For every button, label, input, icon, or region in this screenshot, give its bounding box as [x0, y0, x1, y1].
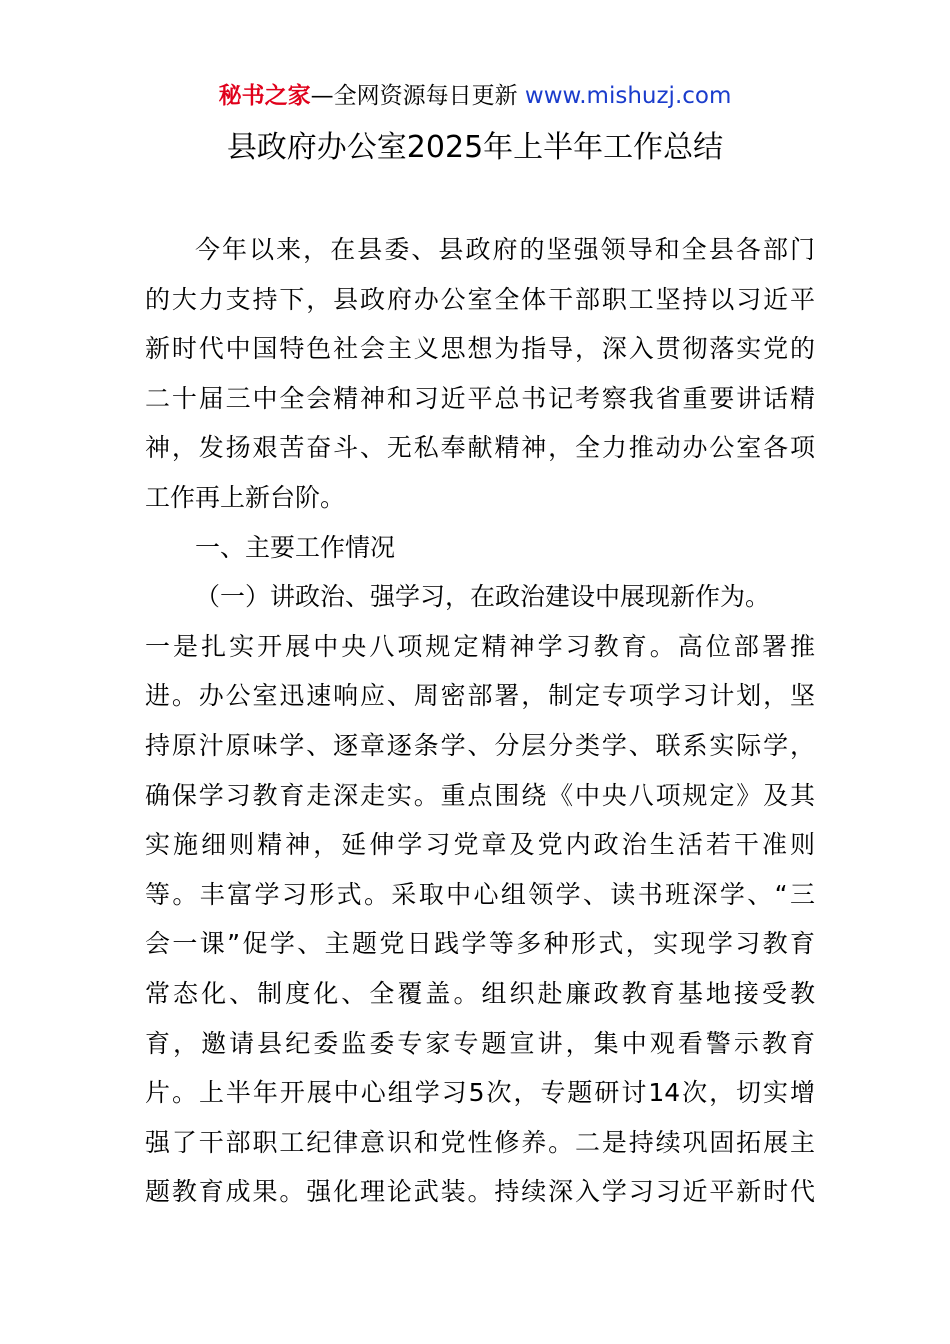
- body-line: 二十届三中全会精神和习近平总书记考察我省重要讲话精: [145, 383, 815, 413]
- body-line: 今年以来，在县委、县政府的坚强领导和全县各部门: [195, 235, 815, 264]
- body-line: 神，发扬艰苦奋斗、无私奉献精神，全力推动办公室各项: [145, 433, 815, 463]
- site-brand: 秘书之家: [218, 83, 311, 109]
- site-tagline: —全网资源每日更新: [310, 83, 518, 109]
- body-line: 实施细则精神，延伸学习党章及党内政治生活若干准则: [145, 830, 815, 860]
- body-line: 进。办公室迅速响应、周密部署，制定专项学习计划，坚: [145, 681, 815, 711]
- body-line: 常态化、制度化、全覆盖。组织赴廉政教育基地接受教: [145, 978, 815, 1008]
- body-line: 确保学习教育走深走实。重点围绕《中央八项规定》及其: [145, 780, 815, 810]
- body-line: 会一课”促学、主题党日践学等多种形式，实现学习教育: [145, 929, 815, 959]
- body-line: 工作再上新台阶。: [145, 482, 346, 512]
- body-line: 等。丰富学习形式。采取中心组领学、读书班深学、“三: [145, 879, 815, 909]
- body-line: 新时代中国特色社会主义思想为指导，深入贯彻落实党的: [145, 334, 815, 364]
- site-url-link[interactable]: www.mishuzj.com: [524, 83, 732, 109]
- body-line: 育，邀请县纪委监委专家专题宣讲，集中观看警示教育: [145, 1028, 815, 1058]
- body-line: 强了干部职工纪律意识和党性修养。二是持续巩固拓展主: [145, 1127, 815, 1157]
- subsection-heading: （一）讲政治、强学习，在政治建设中展现新作为。: [195, 582, 771, 612]
- body-line: 的大力支持下，县政府办公室全体干部职工坚持以习近平: [145, 284, 815, 314]
- section-heading: 一、主要工作情况: [195, 532, 396, 562]
- body-line: 片。上半年开展中心组学习5次，专题研讨14次，切实增: [145, 1078, 815, 1108]
- body-line: 持原汁原味学、逐章逐条学、分层分类学、联系实际学，: [145, 730, 815, 760]
- document-title: 县政府办公室2025年上半年工作总结: [226, 130, 724, 165]
- body-line: 一是扎实开展中央八项规定精神学习教育。高位部署推: [145, 631, 815, 661]
- body-line: 题教育成果。强化理论武装。持续深入学习习近平新时代: [145, 1177, 815, 1207]
- site-header: [0, 80, 950, 112]
- document-body: [145, 225, 815, 1217]
